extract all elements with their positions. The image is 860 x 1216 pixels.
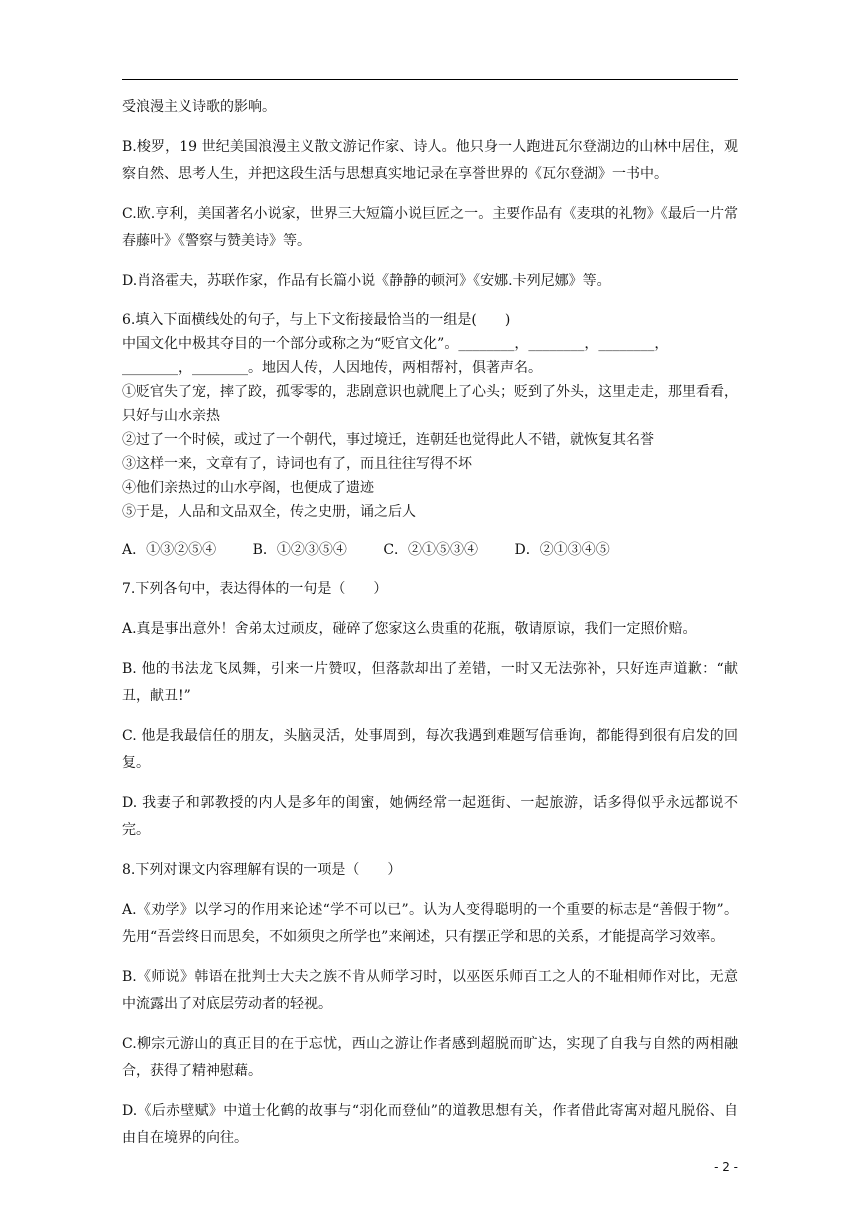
page-content xyxy=(122,94,738,1165)
continued-text: 受浪漫主义诗歌的影响。 xyxy=(122,99,276,115)
q8-option-b: B.《师说》韩语在批判士大夫之族不肯从师学习时，以巫医乐师百工之人的不耻相师作对比，无意中流露出了对底层劳动者的轻视。 xyxy=(122,969,738,1012)
q7-option-d: D. 我妻子和郭教授的内人是多年的闺蜜，她俩经常一起逛街、一起旅游，话多得似乎永远都说不完。 xyxy=(122,795,738,838)
q6-options xyxy=(122,537,738,564)
q8-option-c: C.柳宗元游山的真正目的在于忘忧，西山之游让作者感到超脱而旷达，实现了自我与自然的两相融合，获得了精神慰藉。 xyxy=(122,1036,738,1079)
q6-item-1: ①贬官失了宠，摔了跤，孤零零的，悲剧意识也就爬上了心头；贬到了外头，这里走走，那里看看，只好与山水亲热 xyxy=(122,384,738,424)
question-6 xyxy=(122,308,738,564)
header-rule xyxy=(122,79,738,80)
q6-lead: 中国文化中极其夺目的一个部分或称之为“贬官文化”。________，________，________，________，________。地因人传，人因地传，两相帮衬，俱著声名。 xyxy=(122,336,669,376)
q8-option-d: D.《后赤壁赋》中道士化鹤的故事与“羽化而登仙”的道教思想有关，作者借此寄寓对超凡脱俗、自由自在境界的向往。 xyxy=(122,1103,738,1146)
q6-item-5: ⑤于是，人品和文品双全，传之史册，诵之后人 xyxy=(122,504,416,520)
q6-option-a: A．①③②⑤④ xyxy=(122,542,217,558)
q6-option-d: D．②①③④⑤ xyxy=(514,542,610,558)
q7-option-a: A.真是事出意外！舍弟太过顽皮，碰碎了您家这么贵重的花瓶，敬请原谅，我们一定照价赔。 xyxy=(122,621,697,637)
q6-item-2: ②过了一个时候，或过了一个朝代，事过境迁，连朝廷也觉得此人不错，就恢复其名誉 xyxy=(122,432,654,448)
question-8 xyxy=(122,857,738,1152)
page-number: - 2 - xyxy=(714,1160,738,1174)
q5-option-d: D.肖洛霍夫，苏联作家，作品有长篇小说《静静的顿河》《安娜.卡列尼娜》等。 xyxy=(122,273,611,289)
q8-option-a: A.《劝学》以学习的作用来论述“学不可以已”。认为人变得聪明的一个重要的标志是“善假于物”。先用“吾尝终日而思矣，不如须臾之所学也”来阐述，只有摆正学和思的关系，才能提高学习效率。 xyxy=(122,902,738,945)
q8-stem: 8.下列对课文内容理解有误的一项是（ ） xyxy=(122,862,402,878)
q7-stem: 7.下列各句中，表达得体的一句是（ ） xyxy=(122,581,388,597)
q6-item-3: ③这样一来，文章有了，诗词也有了，而且往往写得不坏 xyxy=(122,456,472,472)
q5-option-c: C.欧.亨利，美国著名小说家，世界三大短篇小说巨匠之一。主要作品有《麦琪的礼物》《最后一片常春藤叶》《警察与赞美诗》等。 xyxy=(122,206,738,249)
q6-item-4: ④他们亲热过的山水亭阁，也便成了遗迹 xyxy=(122,480,374,496)
q7-option-c: C. 他是我最信任的朋友，头脑灵活，处事周到，每次我遇到难题写信垂询，都能得到很有启发的回复。 xyxy=(122,728,738,771)
q6-option-b: B．①②③⑤④ xyxy=(252,542,347,558)
q5-option-b: B.梭罗，19 世纪美国浪漫主义散文游记作家、诗人。他只身一人跑进瓦尔登湖边的山林中居住，观察自然、思考人生，并把这段生活与思想真实地记录在享誉世界的《瓦尔登湖》一书中。 xyxy=(122,139,738,182)
q6-option-c: C．②①⑤③④ xyxy=(383,542,479,558)
question-7 xyxy=(122,576,738,844)
q6-stem: 6.填入下面横线处的句子，与上下文衔接最恰当的一组是( ) xyxy=(122,312,511,328)
q7-option-b: B. 他的书法龙飞凤舞，引来一片赞叹，但落款却出了差错，一时又无法弥补，只好连声道歉：“献丑，献丑!” xyxy=(122,661,738,704)
